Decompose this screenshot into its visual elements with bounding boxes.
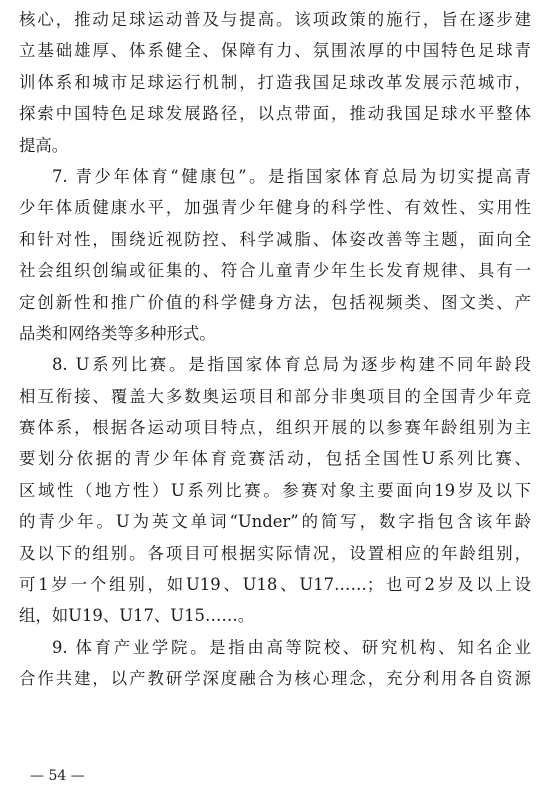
text-line: 及以下的组别。各项目可根据实际情况，设置相应的年龄组别， — [19, 543, 531, 563]
text-line: 社会组织创编或征集的、符合儿童青少年生长发育规律、具有一 — [19, 261, 531, 281]
section-heading-8: 8. U系列比赛。是指国家体育总局为逐步构建不同年龄段 — [52, 355, 531, 375]
text-line: 要划分依据的青少年体育竞赛活动，包括全国性U系列比赛、 — [19, 449, 531, 469]
text-line: 品类和网络类等多种形式。 — [19, 323, 216, 343]
text-line: 组，如U19、U17、U15……。 — [19, 606, 255, 626]
text-line: 少年体质健康水平，加强青少年健身的科学性、有效性、实用性 — [19, 198, 531, 218]
text-line: 区域性（地方性）U系列比赛。参赛对象主要面向19岁及以下 — [19, 480, 531, 500]
text-line: 相互衔接、覆盖大多数奥运项目和部分非奥项目的全国青少年竞 — [19, 386, 531, 406]
document-body — [19, 4, 531, 695]
text-line: 可1岁一个组别，如U19、U18、U17……；也可2岁及以上设 — [19, 575, 531, 595]
text-line: 赛体系，根据各运动项目特点，组织开展的以参赛年龄组别为主 — [19, 418, 531, 438]
section-heading-9: 9. 体育产业学院。是指由高等院校、研究机构、知名企业 — [52, 637, 531, 657]
text-line: 合作共建，以产教研学深度融合为核心理念，充分利用各自资源 — [19, 669, 531, 689]
page-number: — 54 — — [30, 768, 85, 784]
text-line: 核心，推动足球运动普及与提高。该项政策的施行，旨在逐步建 — [19, 10, 531, 29]
text-line: 立基础雄厚、体系健全、保障有力、氛围浓厚的中国特色足球青 — [19, 41, 531, 61]
text-line: 和针对性，围绕近视防控、科学减脂、体姿改善等主题，面向全 — [19, 229, 531, 249]
text-line: 训体系和城市足球运行机制，打造我国足球改革发展示范城市， — [19, 72, 531, 92]
text-line: 提高。 — [19, 135, 69, 155]
text-line: 探索中国特色足球发展路径，以点带面，推动我国足球水平整体 — [19, 104, 531, 124]
text-line: 定创新性和推广价值的科学健身方法，包括视频类、图文类、产 — [19, 292, 531, 312]
text-line: 的青少年。U为英文单词“Under”的简写，数字指包含该年龄 — [19, 512, 531, 532]
section-heading-7: 7. 青少年体育“健康包”。是指国家体育总局为切实提高青 — [52, 166, 531, 186]
